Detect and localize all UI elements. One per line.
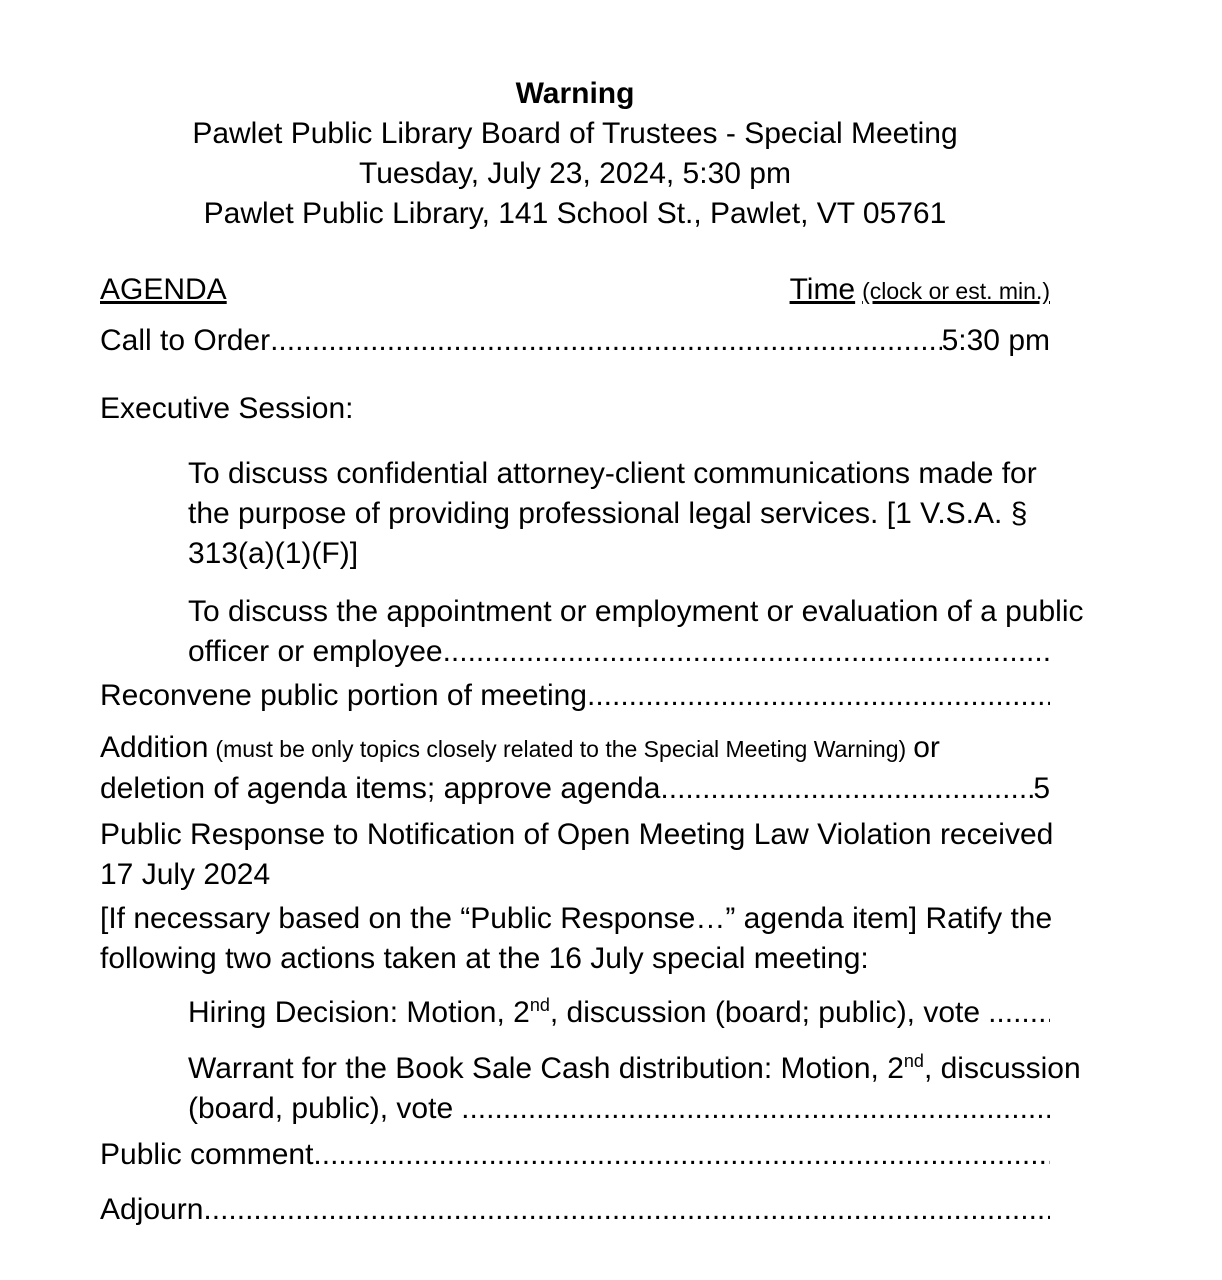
item-label: Public comment: [100, 1138, 314, 1171]
paragraph-line: following two actions taken at the 16 July special meeting:: [100, 942, 869, 975]
document-page: [100, 0, 1084, 1230]
agenda-item-addition: [100, 728, 1050, 809]
dot-leader: [461, 1089, 1050, 1129]
dot-leader: [660, 769, 1033, 809]
dot-leader: [988, 993, 1050, 1033]
item-label: deletion of agenda items; approve agenda: [100, 772, 661, 805]
item-label-post: , discussion (board; public), vote: [549, 996, 981, 1029]
executive-session-item-legal: [188, 454, 1050, 574]
document-subtitle: Pawlet Public Library Board of Trustees - Special Meeting: [192, 117, 958, 150]
paragraph-line: [188, 632, 1050, 672]
paragraph-line: To discuss confidential attorney-client communications made for: [188, 457, 1037, 490]
item-time: 5:30 pm: [941, 324, 1050, 357]
item-label: Adjourn: [100, 1193, 204, 1226]
dot-leader: [443, 632, 1050, 672]
paragraph-line: To discuss the appointment or employment or evaluation of a public: [188, 595, 1084, 628]
agenda-item-call-to-order: [100, 321, 1050, 361]
item-label-post: , discussion: [923, 1052, 1081, 1085]
item-label: [188, 993, 980, 1033]
item-label-pre: Warrant for the Book Sale Cash distribution: Motion, 2: [188, 1052, 904, 1085]
time-heading: [790, 270, 1050, 311]
dot-leader: [203, 1190, 1050, 1230]
agenda-item-public-response: [100, 815, 1054, 895]
dot-leader: [587, 676, 1050, 716]
agenda-item-ratify: [100, 899, 1053, 979]
time-heading-label: Time: [789, 273, 856, 306]
item-label: Reconvene public portion of meeting: [100, 679, 587, 712]
item-label-pre: Hiring Decision: Motion, 2: [188, 996, 530, 1029]
paragraph-line: [100, 728, 1050, 769]
agenda-heading: AGENDA: [100, 273, 227, 306]
paragraph-line: [188, 1049, 1081, 1089]
paragraph-line: 17 July 2024: [100, 858, 271, 891]
meeting-datetime: Tuesday, July 23, 2024, 5:30 pm: [359, 157, 791, 190]
item-label: Call to Order: [100, 324, 271, 357]
agenda-item-reconvene: [100, 676, 1050, 716]
agenda-item-hiring-decision: [188, 993, 1050, 1033]
agenda-item-warrant: [188, 1049, 1081, 1129]
item-time: 5: [1033, 772, 1050, 805]
document-title: Warning: [515, 77, 635, 110]
item-label: Addition: [100, 731, 209, 764]
agenda-item-executive-session: Executive Session:: [100, 392, 354, 425]
ordinal-superscript: nd: [529, 995, 550, 1015]
paragraph-line: [100, 769, 1050, 809]
dot-leader: [313, 1135, 1050, 1175]
agenda-column-headers: [100, 270, 1050, 311]
meeting-location: Pawlet Public Library, 141 School St., Pawlet, VT 05761: [203, 197, 947, 230]
executive-session-item-personnel: [188, 592, 1084, 672]
time-heading-note: (clock or est. min.): [862, 278, 1050, 304]
paragraph-line: [188, 1089, 1050, 1129]
paragraph-line: the purpose of providing professional legal services. [1 V.S.A. §: [188, 497, 1028, 530]
item-label: (board, public), vote: [188, 1092, 454, 1125]
ordinal-superscript: nd: [903, 1051, 924, 1071]
agenda-item-adjourn: [100, 1190, 1050, 1230]
document-header: [100, 74, 1050, 234]
paragraph-line: Public Response to Notification of Open Meeting Law Violation received: [100, 818, 1054, 851]
item-label-tail: or: [913, 731, 940, 764]
item-label: officer or employee: [188, 635, 443, 668]
item-note: (must be only topics closely related to the Special Meeting Warning): [215, 736, 907, 762]
paragraph-line: [If necessary based on the “Public Response…” agenda item] Ratify the: [100, 902, 1053, 935]
paragraph-line: 313(a)(1)(F)]: [188, 537, 359, 570]
dot-leader: [270, 321, 942, 361]
agenda-item-public-comment: [100, 1135, 1050, 1175]
